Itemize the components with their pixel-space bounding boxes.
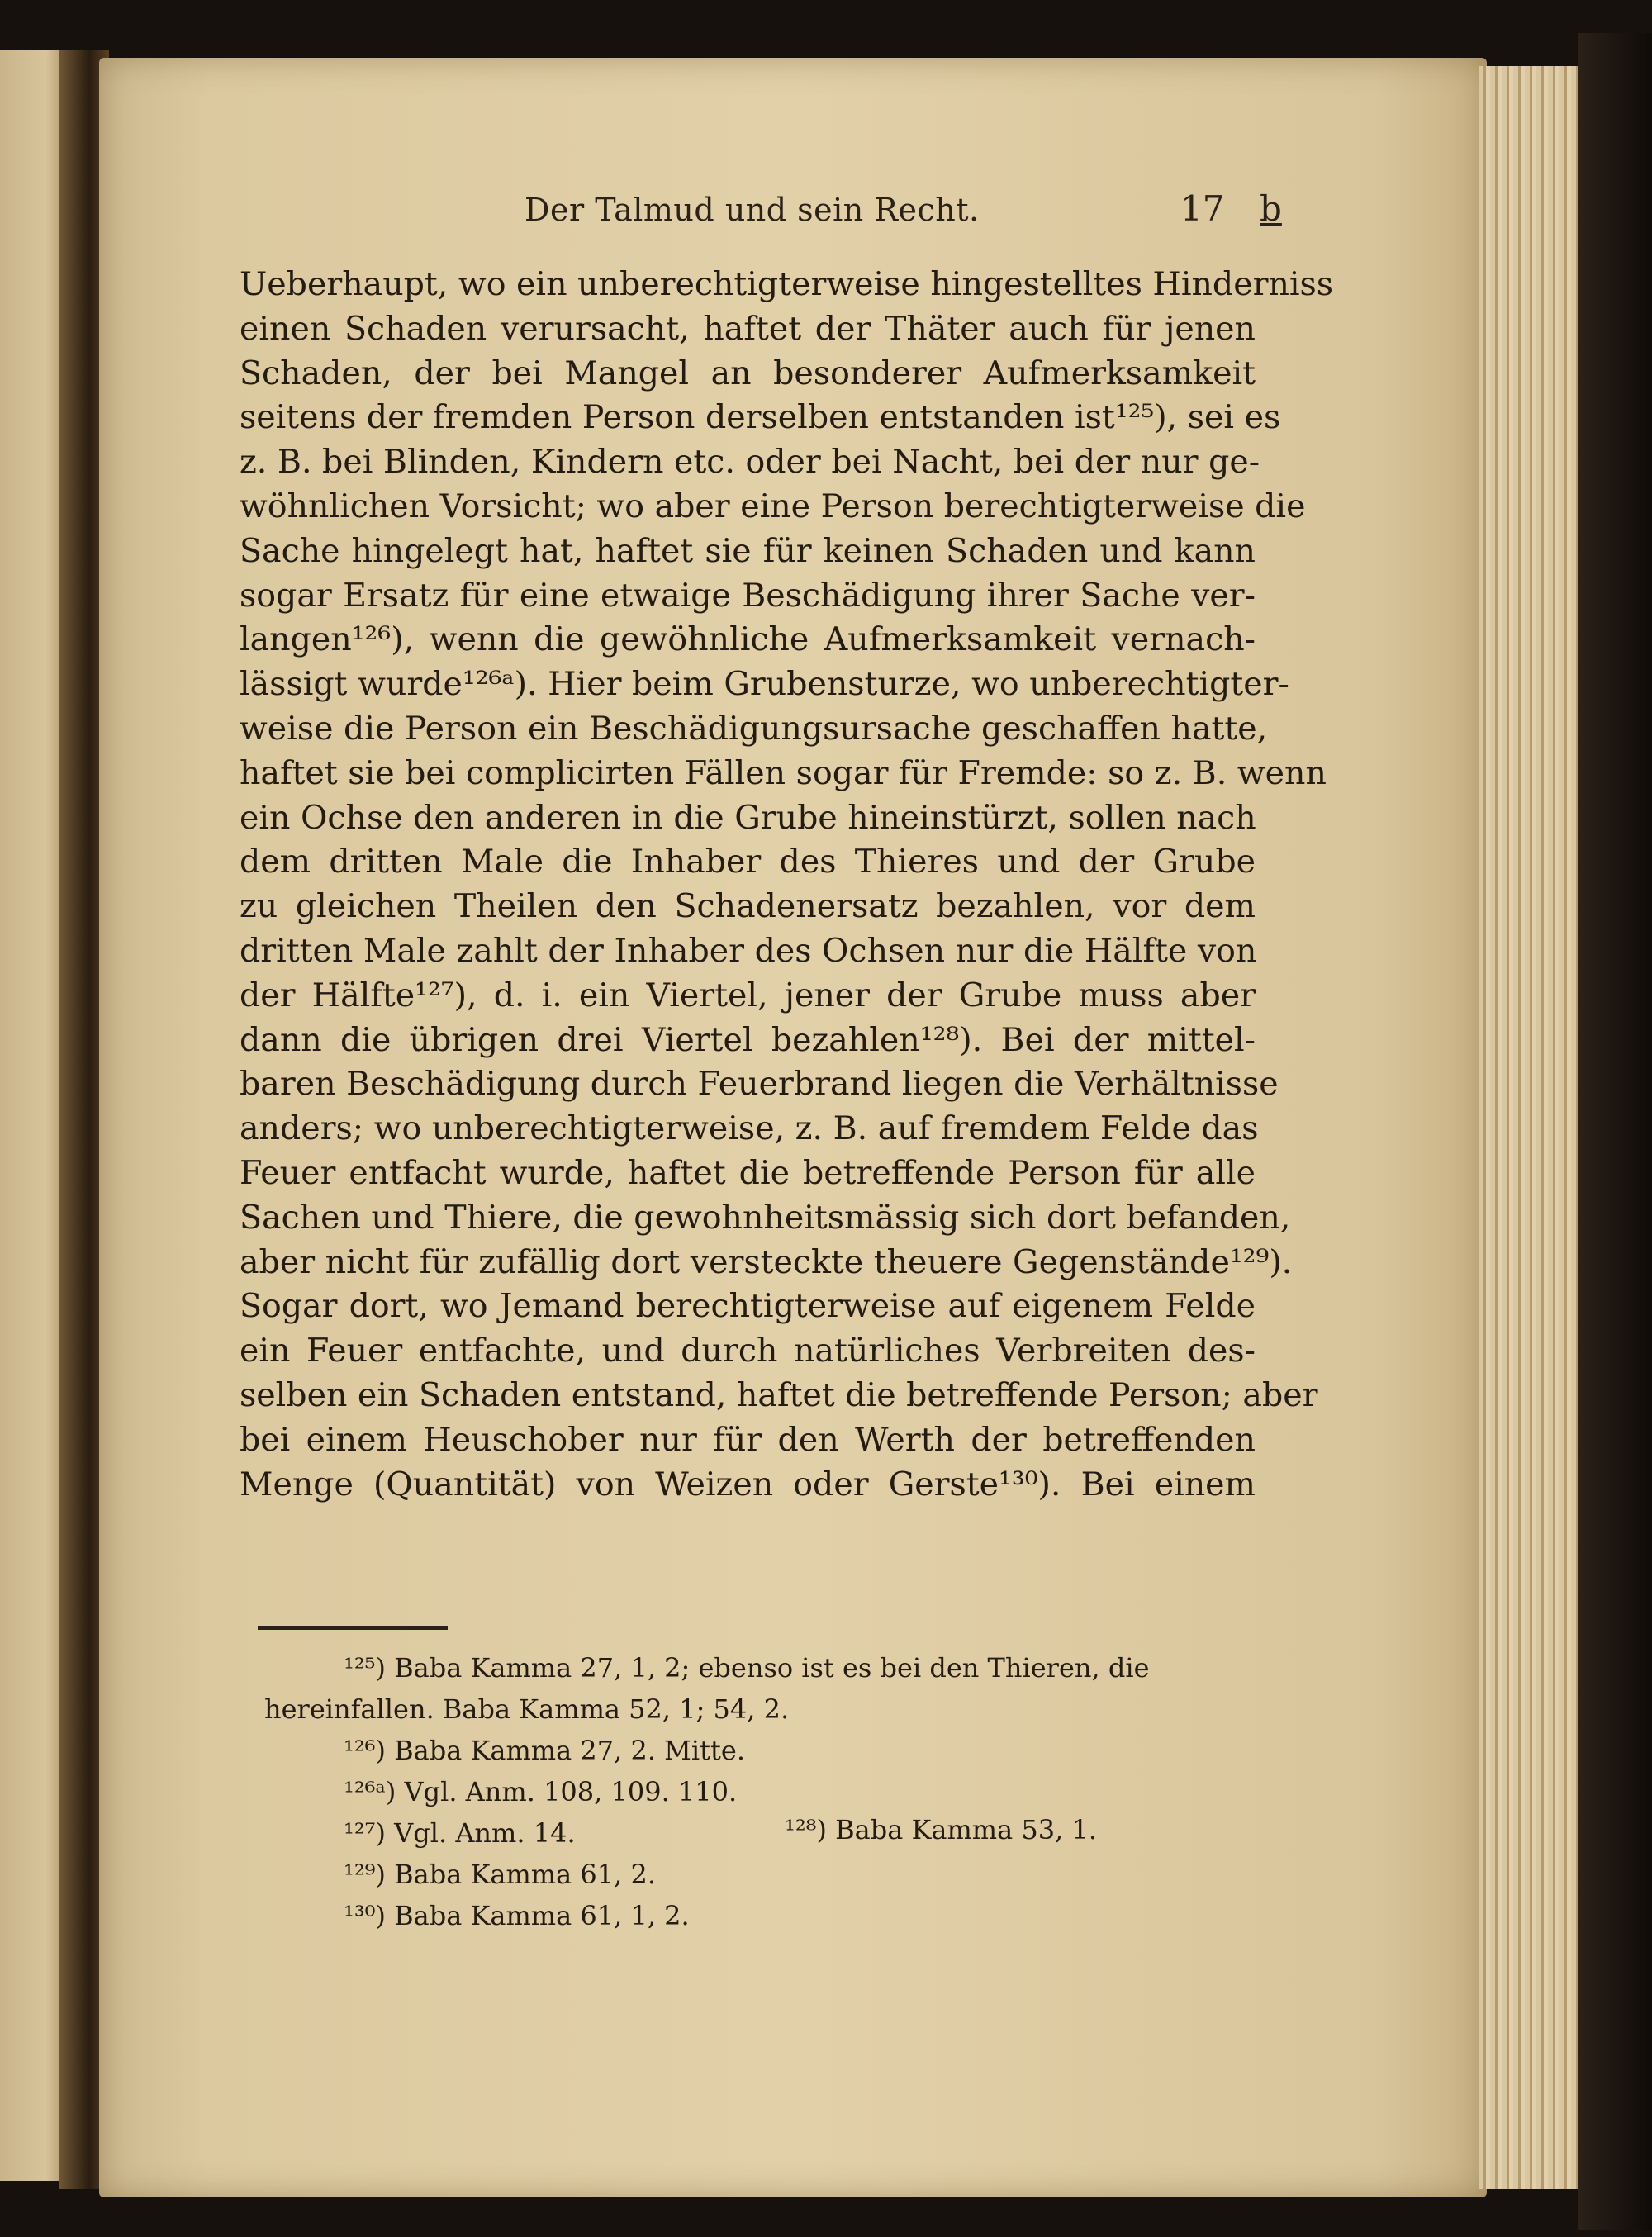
footnote: ¹²⁶ᵃ) Vgl. Anm. 108, 109. 110. <box>344 1776 738 1807</box>
body-line: sogar Ersatz für eine etwaige Beschädigung ihrer Sache ver- <box>240 576 1256 615</box>
footnote-continuation: hereinfallen. Baba Kamma 52, 1; 54, 2. <box>264 1693 790 1725</box>
body-line: Menge (Quantität) von Weizen oder Gerste¹³⁰). Bei einem <box>240 1465 1256 1503</box>
book-cover-edge <box>1578 33 1652 2230</box>
footnote: ¹²⁶) Baba Kamma 27, 2. Mitte. <box>344 1735 745 1766</box>
body-line: Schaden, der bei Mangel an besonderer Aufmerksamkeit <box>240 354 1256 392</box>
running-title: Der Talmud und sein Recht. <box>525 192 980 228</box>
signature-mark: b <box>1260 188 1282 229</box>
footnote: ¹³⁰) Baba Kamma 61, 1, 2. <box>344 1900 690 1931</box>
footnote-rule <box>258 1626 448 1630</box>
page-number: 17 <box>1180 188 1225 229</box>
body-line: seitens der fremden Person derselben entstanden ist¹²⁵), sei es <box>240 398 1281 437</box>
body-line: langen¹²⁶), wenn die gewöhnliche Aufmerksamkeit vernach- <box>240 620 1256 659</box>
body-line: haftet sie bei complicirten Fällen sogar für Fremde: so z. B. wenn <box>240 753 1327 792</box>
body-line: Ueberhaupt, wo ein unberechtigterweise hingestelltes Hinderniss <box>240 265 1334 303</box>
body-line: zu gleichen Theilen den Schadenersatz bezahlen, vor dem <box>240 887 1256 926</box>
footnote: ¹²⁸) Baba Kamma 53, 1. <box>785 1814 1097 1845</box>
body-text <box>240 263 1334 1507</box>
body-line: einen Schaden verursacht, haftet der Thäter auch für jenen <box>240 309 1256 348</box>
footnote: ¹²⁹) Baba Kamma 61, 2. <box>344 1859 656 1890</box>
body-line: dritten Male zahlt der Inhaber des Ochsen nur die Hälfte von <box>240 931 1257 970</box>
body-line: anders; wo unberechtigterweise, z. B. auf fremdem Felde das <box>240 1109 1259 1148</box>
body-line: z. B. bei Blinden, Kindern etc. oder bei Nacht, bei der nur ge- <box>240 443 1260 482</box>
footnote: ¹²⁷) Vgl. Anm. 14. <box>344 1817 576 1849</box>
body-line: selben ein Schaden entstand, haftet die betreffende Person; aber <box>240 1375 1318 1414</box>
body-line: aber nicht für zufällig dort versteckte theuere Gegenstände¹²⁹). <box>240 1242 1293 1281</box>
body-line: ein Ochse den anderen in die Grube hineinstürzt, sollen nach <box>240 798 1256 837</box>
page-header <box>525 188 1284 238</box>
body-line: dem dritten Male die Inhaber des Thieres und der Grube <box>240 843 1256 881</box>
body-line: ein Feuer entfachte, und durch natürliches Verbreiten des- <box>240 1332 1256 1370</box>
footnote: ¹²⁵) Baba Kamma 27, 1, 2; ebenso ist es bei den Thieren, die <box>344 1652 1150 1684</box>
body-line: bei einem Heuschober nur für den Werth der betreffenden <box>240 1420 1256 1459</box>
body-line: Sachen und Thiere, die gewohnheitsmässig sich dort befanden, <box>240 1198 1291 1237</box>
body-line: wöhnlichen Vorsicht; wo aber eine Person berechtigterweise die <box>240 487 1306 525</box>
body-line: dann die übrigen drei Viertel bezahlen¹²⁸). Bei der mittel- <box>240 1020 1256 1059</box>
body-line: weise die Person ein Beschädigungsursache geschaffen hatte, <box>240 709 1268 748</box>
body-line: lässigt wurde¹²⁶ᵃ). Hier beim Grubensturze, wo unberechtigter- <box>240 665 1289 704</box>
body-line: der Hälfte¹²⁷), d. i. ein Viertel, jener der Grube muss aber <box>240 976 1256 1014</box>
body-line: Sogar dort, wo Jemand berechtigterweise auf eigenem Felde <box>240 1287 1256 1326</box>
body-line: baren Beschädigung durch Feuerbrand liegen die Verhältnisse <box>240 1065 1279 1104</box>
page-stack-edges <box>1479 66 1578 2189</box>
body-line: Sache hingelegt hat, haftet sie für keinen Schaden und kann <box>240 531 1256 570</box>
body-line: Feuer entfacht wurde, haftet die betreffende Person für alle <box>240 1153 1256 1192</box>
